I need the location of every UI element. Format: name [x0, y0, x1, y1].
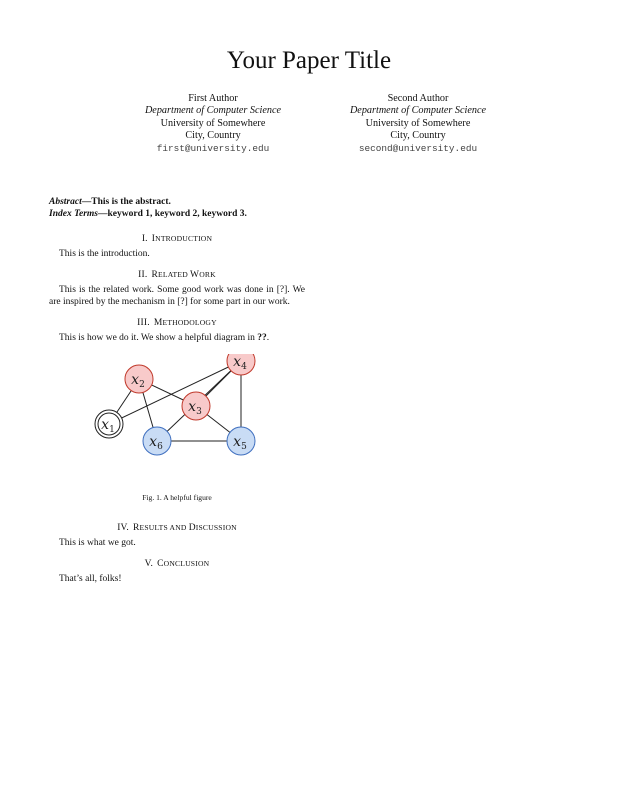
section-heading-methodology — [49, 317, 305, 329]
graph-node-x2 — [125, 365, 153, 393]
abstract-text: —This is the abstract. — [81, 197, 171, 207]
author-email[interactable]: second@university.edu — [358, 142, 478, 154]
graph-node-x1 — [95, 410, 123, 438]
section-rest: NTRODUCTION — [155, 234, 213, 243]
author-institution: University of Somewhere — [365, 117, 471, 129]
index-terms-label: Index Terms — [49, 209, 99, 219]
author-location: City, Country — [390, 130, 446, 142]
section-heading-related-work — [49, 269, 305, 281]
figure-graph — [49, 354, 305, 490]
author-name: Second Author — [387, 93, 449, 104]
section-number: II. — [138, 270, 148, 280]
author-block-2 — [318, 93, 518, 155]
graph-node-label: $x_1$ — [101, 417, 115, 435]
author-email[interactable]: first@university.edu — [156, 142, 270, 154]
section-number: I. — [141, 234, 148, 244]
section-cap: I — [151, 234, 156, 244]
graph-node-x6 — [143, 427, 171, 455]
section-cap: R — [132, 523, 140, 533]
graph-node-label: $x_5$ — [233, 434, 247, 452]
index-terms — [49, 208, 305, 220]
section-cap: R — [151, 270, 159, 280]
graph-node-label: $x_6$ — [149, 434, 163, 452]
author-name: First Author — [188, 93, 238, 104]
abstract — [49, 196, 305, 208]
figure-reference[interactable]: ?? — [257, 333, 267, 343]
graph-node-label: $x_4$ — [233, 354, 247, 372]
section-cap: D — [188, 523, 196, 533]
section-rest: ONCLUSION — [163, 559, 210, 568]
author-location: City, Country — [185, 130, 241, 142]
methodology-text-pre: This is how we do it. We show a helpful diagram in — [59, 333, 258, 343]
figure-caption: Fig. 1. A helpful figure — [142, 493, 212, 502]
paper-title: Your Paper Title — [226, 47, 392, 74]
section-number: V. — [144, 559, 154, 569]
author-department: Department of Computer Science — [144, 105, 282, 117]
section-rest: ORK — [199, 270, 216, 279]
introduction-text: This is the introduction. — [59, 249, 150, 259]
section-heading-introduction — [49, 233, 305, 245]
section-cap: M — [153, 318, 163, 328]
section-heading-conclusion — [49, 558, 305, 570]
methodology-text-post: . — [266, 333, 270, 343]
section-number: III. — [137, 318, 150, 328]
section-rest: ISCUSSION — [195, 523, 237, 532]
section-number: IV. — [117, 523, 129, 533]
graph-node-label: $x_3$ — [188, 399, 202, 417]
related-work-text: This is the related work. Some good work was done in [?]. We are inspired by the mechanism in [?] for some part in our work. — [49, 285, 305, 307]
conclusion-text: That’s all, folks! — [59, 574, 122, 584]
author-department: Department of Computer Science — [349, 105, 487, 117]
graph-node-x3 — [182, 392, 210, 420]
section-rest: ETHODOLOGY — [162, 318, 217, 327]
graph-diagram — [49, 354, 305, 490]
author-institution: University of Somewhere — [160, 117, 266, 129]
abstract-label: Abstract — [49, 197, 82, 207]
author-block-1 — [113, 93, 313, 155]
section-rest: ELATED — [158, 270, 191, 279]
methodology-text — [49, 332, 305, 344]
left-column — [49, 196, 305, 585]
graph-node-x4 — [227, 354, 255, 375]
results-text: This is what we got. — [59, 538, 136, 548]
section-cap: W — [190, 270, 200, 280]
graph-node-label: $x_2$ — [131, 372, 145, 390]
section-heading-results — [49, 522, 305, 534]
section-rest: ESULTS AND — [139, 523, 189, 532]
index-terms-text: —keyword 1, keyword 2, keyword 3. — [98, 209, 247, 219]
section-cap: C — [157, 559, 164, 569]
graph-node-x5 — [227, 427, 255, 455]
